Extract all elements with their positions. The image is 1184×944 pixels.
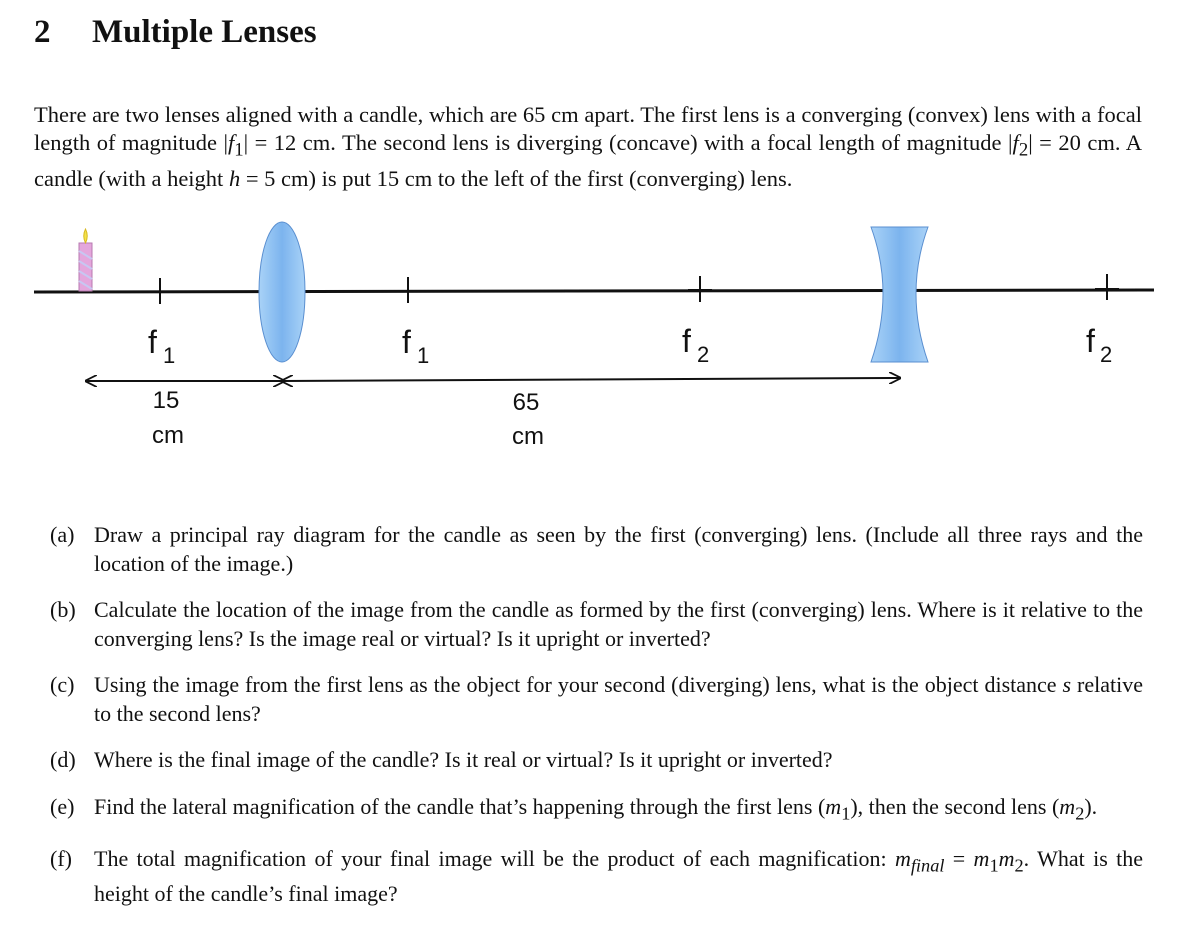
var-m1: m [825, 793, 842, 819]
question-label: (b) [50, 597, 76, 622]
question-d [50, 746, 1143, 775]
converging-lens [259, 222, 305, 362]
focal-label-1 [148, 324, 175, 368]
sub-2: 2 [1018, 139, 1029, 161]
question-label: (c) [50, 672, 75, 697]
svg-text:1: 1 [417, 343, 430, 368]
svg-text:f: f [148, 324, 157, 360]
var-m2: m [1059, 793, 1076, 819]
question-e [50, 793, 1143, 828]
intro-text-3: | = 20 cm. A candle (with a height [34, 130, 1142, 191]
question-b [50, 596, 1143, 653]
question-label: (e) [50, 793, 75, 819]
diverging-lens [871, 227, 928, 362]
question-text: ). [1084, 793, 1098, 819]
sub-1: 1 [989, 855, 999, 876]
focal-label-4 [1086, 323, 1112, 367]
distance-15-value: 15 [152, 387, 180, 414]
sub-1: 1 [841, 802, 851, 823]
intro-text-4: = 5 cm) is put 15 cm to the left of the first (converging) lens. [240, 166, 793, 191]
var-s: s [1062, 672, 1072, 697]
sub-2: 2 [1014, 855, 1024, 876]
var-f2: f [1012, 130, 1019, 155]
question-label: (d) [50, 747, 76, 772]
question-label: (a) [50, 522, 75, 547]
svg-text:f: f [1086, 323, 1095, 359]
problem-statement [34, 101, 1142, 194]
question-text: ), then the second lens ( [850, 793, 1060, 819]
question-text: Where is the final image of the candle? Is it real or virtual? Is it upright or inverted? [94, 747, 833, 772]
section-number: 2 [34, 14, 51, 50]
focal-label-3 [682, 323, 709, 367]
focal-label-2 [402, 324, 429, 368]
distance-65-value: 65 [512, 389, 540, 416]
question-label: (f) [50, 846, 72, 872]
question-text: The total magnification of your final image will be the product of each magnification: [94, 846, 895, 872]
svg-text:f: f [402, 324, 411, 360]
question-text: Draw a principal ray diagram for the candle as seen by the first (converging) lens. (Include all three rays and the location of the image.) [94, 522, 1143, 576]
question-text: Find the lateral magnification of the candle that’s happening through the first lens ( [94, 793, 826, 819]
intro-text-1: There are two lenses aligned with a candle, which are 65 cm apart. The first lens is a converging (convex) lens with a focal length of magnitude | [34, 101, 1142, 155]
question-f [50, 845, 1143, 908]
var-m2: m [998, 846, 1015, 872]
var-m-final: m [894, 846, 911, 872]
var-m1: m [973, 846, 990, 872]
question-text: relative to the second lens? [94, 672, 1143, 726]
section-heading [34, 14, 317, 51]
section-title: Multiple Lenses [92, 14, 317, 50]
question-list [50, 521, 1143, 909]
question-c [50, 671, 1143, 728]
sub-final: final [910, 855, 945, 876]
distance-15-unit: cm [152, 422, 184, 449]
optical-axis [34, 290, 1154, 292]
question-text: . What is the height of the candle’s final image? [94, 846, 1143, 907]
question-text: Calculate the location of the image from the candle as formed by the first (converging) lens. Where is it relative to the converging lens? Is the image real or virtual? Is it upright or inverted? [94, 597, 1143, 651]
intro-text-2: | = 12 cm. The second lens is diverging (concave) with a focal length of magnitude | [243, 130, 1013, 155]
sub-1: 1 [234, 139, 244, 161]
svg-text:1: 1 [163, 343, 176, 368]
svg-text:2: 2 [697, 342, 710, 367]
svg-text:2: 2 [1100, 342, 1113, 367]
flame-icon [84, 229, 88, 243]
var-h: h [228, 166, 241, 191]
question-a [50, 521, 1143, 578]
optics-diagram [0, 215, 1184, 465]
sub-2: 2 [1075, 802, 1085, 823]
svg-text:f: f [682, 323, 691, 359]
question-text: Using the image from the first lens as the object for your second (diverging) lens, what is the object distance [94, 672, 1063, 697]
var-f1: f [227, 130, 235, 155]
distance-65-unit: cm [512, 423, 544, 450]
candle [79, 229, 92, 291]
distance-arrow-65 [282, 378, 900, 381]
equals-sign: = [944, 846, 974, 872]
